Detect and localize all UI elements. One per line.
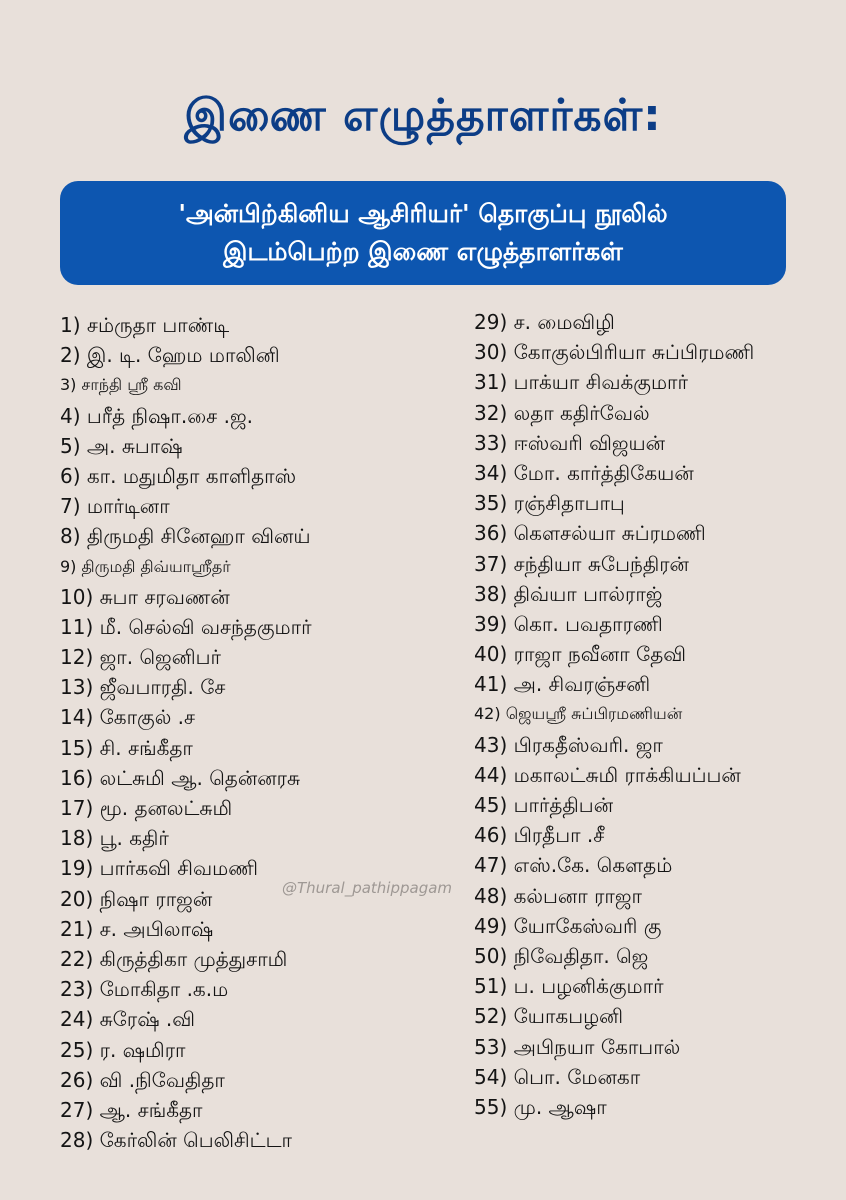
author-list-item: 47) எஸ்.கே. கௌதம்	[474, 853, 673, 878]
author-list-item: 48) கல்பனா ராஜா	[474, 883, 642, 908]
author-list-item: 18) பூ. கதிர்	[60, 826, 169, 851]
author-list-item: 7) மார்டினா	[60, 494, 170, 519]
author-list-item: 13) ஜீவபாரதி. சே	[60, 675, 226, 700]
author-list-item: 41) அ. சிவரஞ்சனி	[474, 672, 651, 697]
author-list-item: 32) லதா கதிர்வேல்	[474, 400, 650, 425]
author-list-item: 51) ப. பழனிக்குமார்	[474, 974, 664, 999]
author-list-item: 25) ர. ஷமிரா	[60, 1037, 186, 1062]
author-list-item: 35) ரஞ்சிதாபாபு	[474, 491, 625, 516]
author-list-left	[60, 310, 460, 1155]
author-list-item: 20) நிஷா ராஜன்	[60, 886, 213, 911]
author-list-item: 31) பாக்யா சிவக்குமார்	[474, 370, 688, 395]
author-list-item: 19) பார்கவி சிவமணி	[60, 856, 258, 881]
page-title: இணை எழுத்தாளர்கள்:	[184, 90, 662, 141]
author-list-item: 4) பரீத் நிஷா.சை .ஜ.	[60, 403, 253, 428]
watermark: @Thural_pathippagam	[282, 879, 453, 897]
author-list-item: 6) கா. மதுமிதா காளிதாஸ்	[60, 463, 297, 488]
author-list-item: 33) ஈஸ்வரி விஜயன்	[474, 430, 666, 455]
author-list-item: 46) பிரதீபா .சீ	[474, 823, 605, 848]
author-list-item: 23) மோகிதா .க.ம	[60, 977, 229, 1002]
author-list-item: 45) பார்த்திபன்	[474, 793, 614, 817]
author-list-item: 29) ச. மைவிழி	[474, 310, 615, 334]
author-list-item: 2) இ. டி. ஹேம மாலினி	[60, 343, 280, 368]
author-list-item: 16) லட்சுமி ஆ. தென்னரசு	[60, 765, 300, 790]
author-list-item: 52) யோகபழனி	[474, 1004, 624, 1029]
author-list-item: 44) மகாலட்சுமி ராக்கியப்பன்	[474, 762, 741, 787]
author-list-item: 9) திருமதி திவ்யாஸ்ரீதர்	[60, 556, 231, 576]
author-list-item: 17) மூ. தனலட்சுமி	[60, 796, 233, 820]
author-list-item: 42) ஜெயஸ்ரீ சுப்பிரமணியன்	[474, 704, 683, 724]
author-list-item: 10) சுபா சரவணன்	[60, 584, 230, 609]
author-list-item: 50) நிவேதிதா. ஜெ	[474, 943, 649, 968]
subtitle-banner	[60, 181, 786, 285]
author-list-item: 53) அபிநயா கோபால்	[474, 1034, 681, 1059]
author-list-item: 37) சந்தியா சுபேந்திரன்	[474, 551, 689, 576]
author-list-item: 55) மு. ஆஷா	[474, 1094, 607, 1119]
author-list-item: 40) ராஜா நவீனா தேவி	[474, 642, 687, 667]
author-list-item: 3) சாந்தி ஸ்ரீ கவி	[60, 375, 182, 395]
author-list-item: 34) மோ. கார்த்திகேயன்	[474, 460, 694, 485]
author-list-item: 54) பொ. மேனகா	[474, 1064, 641, 1089]
author-list-item: 28) கேர்லின் பெலிசிட்டா	[60, 1128, 292, 1153]
banner-line-1: 'அன்பிற்கினிய ஆசிரியர்' தொகுப்பு நூலில்	[178, 199, 668, 228]
author-list-item: 12) ஜா. ஜெனிபர்	[60, 645, 221, 670]
author-list-item: 8) திருமதி சினேஹா வினய்	[60, 524, 311, 549]
author-list-item: 14) கோகுல் .ச	[60, 705, 196, 730]
author-list-item: 38) திவ்யா பால்ராஜ்	[474, 581, 663, 606]
author-list-item: 1) சம்ருதா பாண்டி	[60, 313, 230, 337]
author-list-item: 22) கிருத்திகா முத்துசாமி	[60, 946, 288, 971]
author-list-item: 15) சி. சங்கீதா	[60, 735, 193, 760]
author-list-item: 5) அ. சுபாஷ்	[60, 433, 183, 458]
author-list-item: 30) கோகுல்பிரியா சுப்பிரமணி	[474, 340, 755, 365]
author-list-item: 27) ஆ. சங்கீதா	[60, 1097, 203, 1122]
author-list-item: 21) ச. அபிலாஷ்	[60, 916, 214, 941]
author-list-item: 26) வி .நிவேதிதா	[60, 1067, 225, 1092]
author-list-item: 11) மீ. செல்வி வசந்தகுமார்	[60, 614, 312, 639]
author-list-item: 36) கௌசல்யா சுப்ரமணி	[474, 521, 706, 546]
author-list-item: 39) கொ. பவதாரணி	[474, 611, 663, 636]
author-list-item: 49) யோகேஸ்வரி கு	[474, 913, 662, 938]
author-list-right	[474, 307, 834, 1122]
banner-line-2: இடம்பெற்ற இணை எழுத்தாளர்கள்	[223, 237, 623, 266]
author-list-item: 43) பிரகதீஸ்வரி. ஜா	[474, 732, 663, 757]
author-list-item: 24) சுரேஷ் .வி	[60, 1007, 196, 1032]
